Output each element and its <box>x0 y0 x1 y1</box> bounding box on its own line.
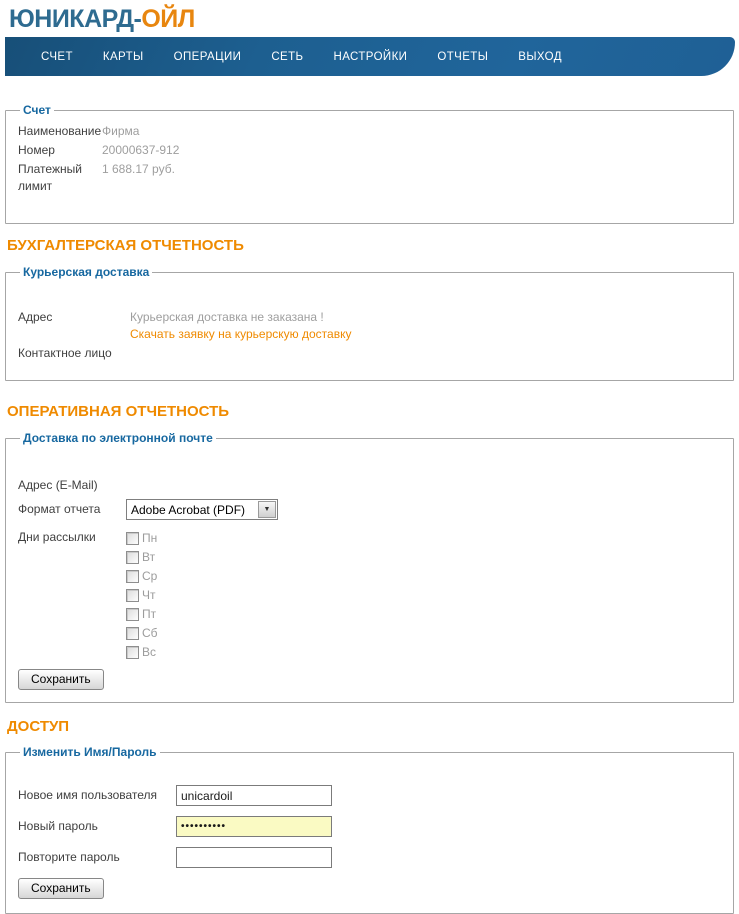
account-row-name <box>18 123 721 140</box>
nav-item-operations[interactable]: ОПЕРАЦИИ <box>173 50 242 63</box>
courier-contact-row <box>18 345 721 362</box>
mailing-days-list <box>126 529 158 662</box>
chevron-down-icon[interactable]: ▼ <box>258 501 276 518</box>
courier-legend: Курьерская доставка <box>23 265 150 279</box>
repeat-password-label: Повторите пароль <box>18 850 120 864</box>
day-label-thursday: Чт <box>142 588 156 602</box>
repeat-password-row <box>18 847 721 868</box>
download-request-link[interactable]: Скачать заявку на курьерскую доставку <box>130 327 352 341</box>
email-address-label: Адрес (E-Mail) <box>18 478 98 492</box>
courier-fieldset <box>5 265 734 381</box>
day-label-saturday: Сб <box>142 626 158 640</box>
username-row <box>18 785 721 806</box>
new-username-label: Новое имя пользователя <box>18 788 158 802</box>
account-limit-value: 1 688.17 руб. <box>102 162 175 176</box>
checkbox-thursday[interactable] <box>126 589 139 602</box>
nav-item-network[interactable]: СЕТЬ <box>271 50 304 63</box>
account-name-value: Фирма <box>102 124 140 138</box>
mailing-days-label: Дни рассылки <box>18 530 96 544</box>
courier-status-text: Курьерская доставка не заказана ! <box>130 310 324 324</box>
day-row-sunday <box>126 643 158 662</box>
main-navbar <box>5 37 735 76</box>
logo-accent-text: ОЙЛ <box>141 5 195 33</box>
email-save-button[interactable]: Сохранить <box>18 669 104 690</box>
checkbox-tuesday[interactable] <box>126 551 139 564</box>
new-username-input[interactable] <box>176 785 332 806</box>
account-row-limit <box>18 161 721 195</box>
checkbox-sunday[interactable] <box>126 646 139 659</box>
nav-item-logout[interactable]: ВЫХОД <box>518 50 562 63</box>
password-row <box>18 816 721 837</box>
courier-address-value <box>130 309 351 343</box>
nav-item-reports[interactable]: ОТЧЕТЫ <box>437 50 489 63</box>
day-label-sunday: Вс <box>142 645 157 659</box>
report-format-row <box>18 499 721 520</box>
day-row-friday <box>126 605 158 624</box>
courier-contact-label: Контактное лицо <box>18 346 112 360</box>
account-fieldset <box>5 103 734 224</box>
day-row-saturday <box>126 624 158 643</box>
day-row-tuesday <box>126 548 158 567</box>
email-delivery-fieldset <box>5 431 734 703</box>
account-number-label: Номер <box>18 143 55 157</box>
checkbox-monday[interactable] <box>126 532 139 545</box>
new-password-label: Новый пароль <box>18 819 98 833</box>
account-number-value: 20000637-912 <box>102 143 180 157</box>
account-row-number <box>18 142 721 159</box>
account-limit-label: Платежный лимит <box>18 162 82 193</box>
account-legend: Счет <box>23 103 51 117</box>
day-label-wednesday: Ср <box>142 569 158 583</box>
repeat-password-input[interactable] <box>176 847 332 868</box>
section-access-title: ДОСТУП <box>7 718 70 735</box>
day-label-friday: Пт <box>142 607 157 621</box>
mailing-days-row <box>18 529 721 662</box>
change-credentials-fieldset <box>5 745 734 914</box>
report-format-select[interactable] <box>126 499 278 520</box>
checkbox-friday[interactable] <box>126 608 139 621</box>
email-address-row <box>18 477 721 494</box>
courier-address-row <box>18 309 721 343</box>
day-row-wednesday <box>126 567 158 586</box>
section-accounting-title: БУХГАЛТЕРСКАЯ ОТЧЕТНОСТЬ <box>7 237 244 254</box>
new-password-input[interactable] <box>176 816 332 837</box>
report-format-selected-value: Adobe Acrobat (PDF) <box>131 503 246 517</box>
app-logo <box>4 0 735 37</box>
day-row-thursday <box>126 586 158 605</box>
day-row-monday <box>126 529 158 548</box>
nav-item-settings[interactable]: НАСТРОЙКИ <box>333 50 408 63</box>
section-operational-title: ОПЕРАТИВНАЯ ОТЧЕТНОСТЬ <box>7 403 230 420</box>
checkbox-saturday[interactable] <box>126 627 139 640</box>
checkbox-wednesday[interactable] <box>126 570 139 583</box>
change-credentials-legend: Изменить Имя/Пароль <box>23 745 157 759</box>
day-label-tuesday: Вт <box>142 550 156 564</box>
email-delivery-legend: Доставка по электронной почте <box>23 431 213 445</box>
credentials-save-button[interactable]: Сохранить <box>18 878 104 899</box>
account-name-label: Наименование <box>18 124 102 138</box>
nav-item-account[interactable]: СЧЕТ <box>41 50 73 63</box>
logo-primary-text: ЮНИКАРД- <box>9 5 142 33</box>
courier-address-label: Адрес <box>18 310 53 324</box>
day-label-monday: Пн <box>142 531 158 545</box>
report-format-label: Формат отчета <box>18 502 101 516</box>
nav-item-cards[interactable]: КАРТЫ <box>102 50 144 63</box>
